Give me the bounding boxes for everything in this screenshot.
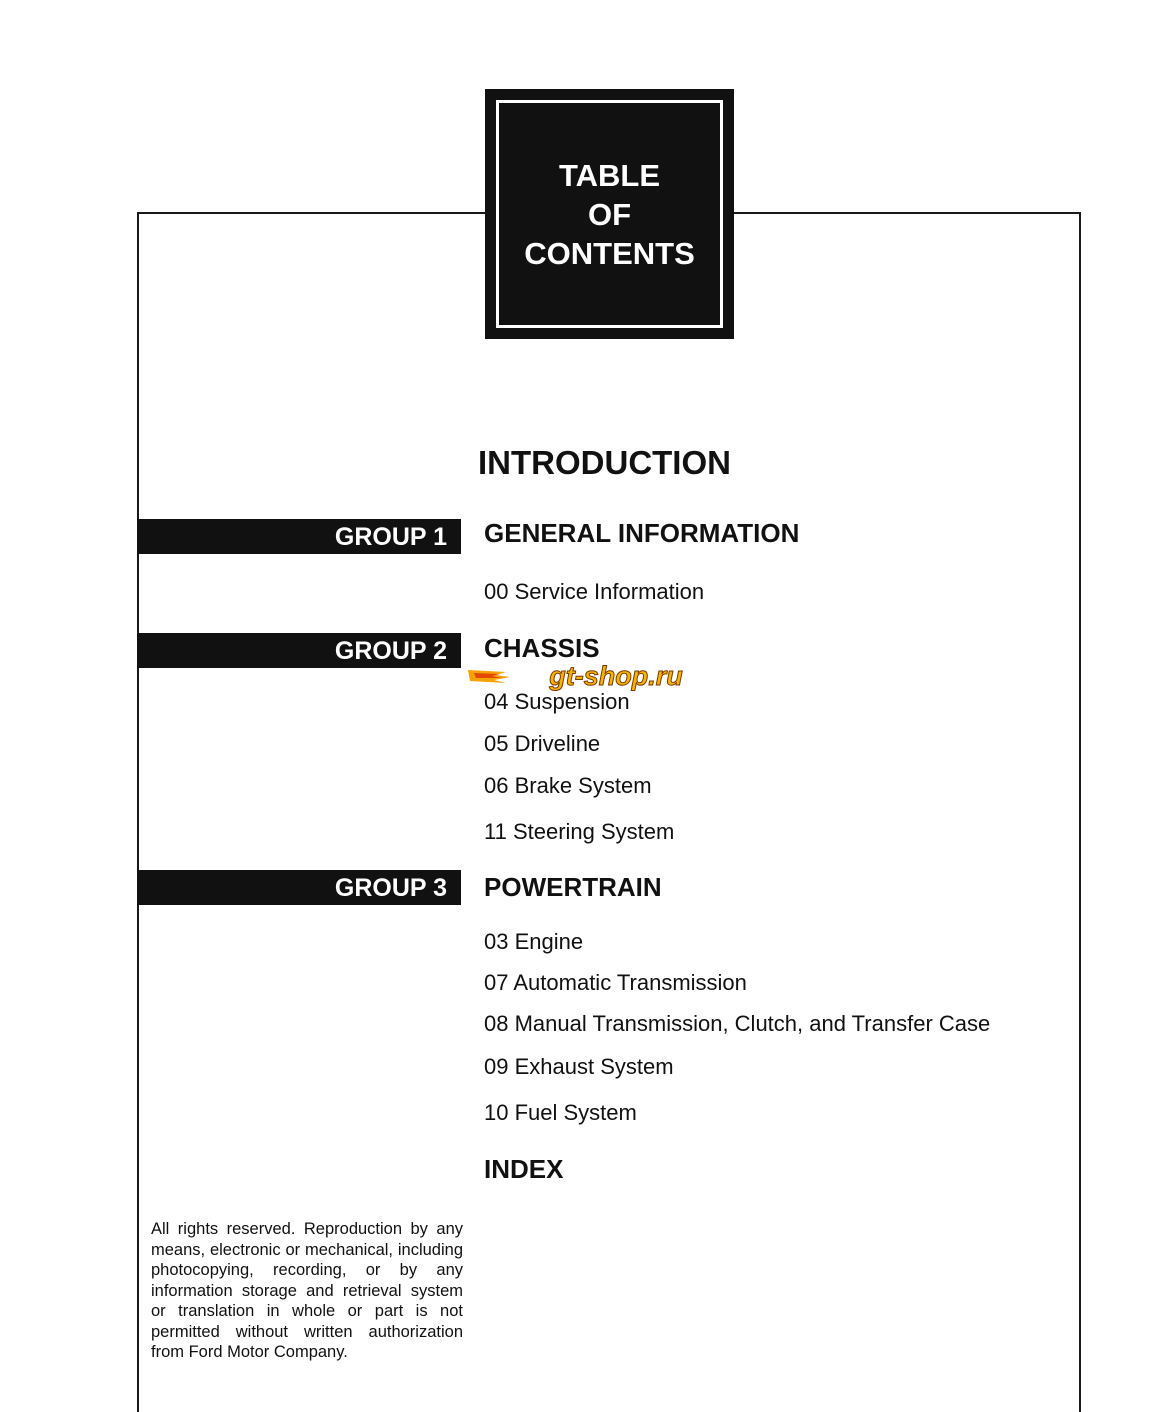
toc-item-service-information[interactable]: 00 Service Information: [484, 579, 705, 604]
toc-item-engine[interactable]: 03 Engine: [484, 929, 584, 954]
toc-title-inner-border: [496, 100, 723, 328]
watermark-logo: [466, 661, 691, 691]
group-1-bar: GROUP 1: [137, 519, 461, 554]
toc-title-line-2: OF: [587, 196, 632, 232]
group-1-title[interactable]: GENERAL INFORMATION: [484, 518, 800, 548]
toc-item-steering-system[interactable]: 11 Steering System: [484, 819, 675, 844]
group-3-title[interactable]: POWERTRAIN: [484, 872, 662, 902]
copyright-notice: All rights reserved. Reproduction by any means, electronic or mechanical, including photocopying, recording, or by any information storage and retrieval system or translation in whole or part is not permitted without written authorization from Ford Motor Company.: [151, 1220, 463, 1361]
toc-item-brake-system[interactable]: 06 Brake System: [484, 773, 652, 798]
toc-item-suspension[interactable]: 04 Suspension: [484, 689, 630, 714]
toc-title-line-3: CONTENTS: [524, 235, 695, 271]
group-2-bar: GROUP 2: [137, 633, 461, 668]
toc-item-exhaust-system[interactable]: 09 Exhaust System: [484, 1054, 674, 1079]
toc-title-box: [485, 89, 734, 339]
toc-item-automatic-transmission[interactable]: 07 Automatic Transmission: [484, 970, 747, 995]
toc-item-fuel-system[interactable]: 10 Fuel System: [484, 1100, 637, 1125]
watermark-text: gt-shop.ru: [549, 661, 683, 691]
introduction-heading[interactable]: INTRODUCTION: [478, 444, 731, 481]
toc-item-driveline[interactable]: 05 Driveline: [484, 731, 601, 756]
group-3-bar: GROUP 3: [137, 870, 461, 905]
group-2-title[interactable]: CHASSIS: [484, 633, 600, 663]
index-heading[interactable]: INDEX: [484, 1154, 564, 1184]
toc-item-manual-transmission[interactable]: 08 Manual Transmission, Clutch, and Transfer Case: [484, 1011, 991, 1036]
toc-title-line-1: TABLE: [558, 157, 661, 193]
